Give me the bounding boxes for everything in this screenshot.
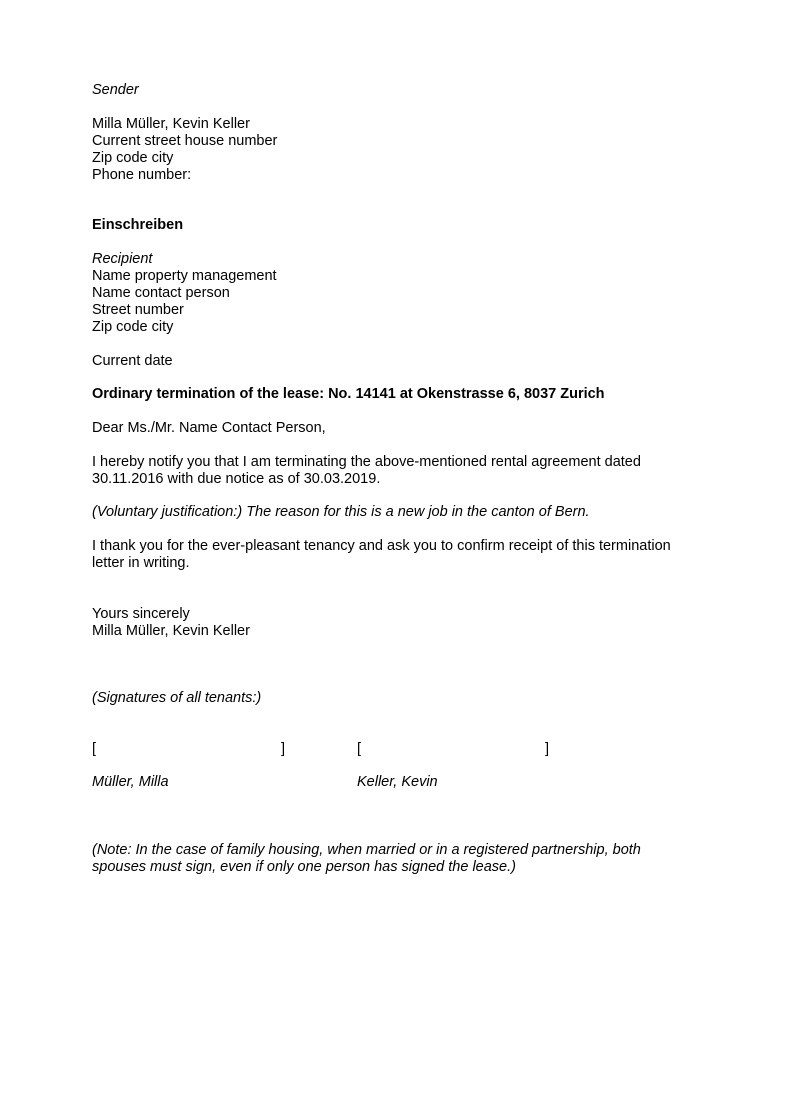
signature-field-1-open-bracket: [	[92, 741, 97, 757]
body-paragraph-3-line-2: letter in writing.	[92, 555, 190, 571]
note-line-1: (Note: In the case of family housing, when married or in a registered partnership, both	[92, 842, 641, 858]
closing-greeting: Yours sincerely	[92, 606, 190, 622]
recipient-contact: Name contact person	[92, 285, 230, 301]
justification: (Voluntary justification:) The reason for this is a new job in the canton of Bern.	[92, 504, 590, 520]
sender-label: Sender	[92, 82, 139, 98]
signature-field-2-close-bracket: ]	[545, 741, 550, 757]
registered-mail-heading: Einschreiben	[92, 217, 184, 233]
recipient-street: Street number	[92, 302, 184, 318]
note-line-2: spouses must sign, even if only one person has signed the lease.)	[92, 859, 516, 875]
recipient-label: Recipient	[92, 251, 153, 267]
letter-subject: Ordinary termination of the lease: No. 14141 at Okenstrasse 6, 8037 Zurich	[92, 386, 605, 402]
tenant-1-name: Müller, Milla	[92, 774, 169, 790]
letter-date: Current date	[92, 353, 173, 369]
body-paragraph-3-line-1: I thank you for the ever-pleasant tenancy and ask you to confirm receipt of this termination	[92, 538, 671, 554]
signatures-label: (Signatures of all tenants:)	[92, 690, 262, 706]
sender-zip-city: Zip code city	[92, 150, 174, 166]
recipient-company: Name property management	[92, 268, 277, 284]
recipient-zip-city: Zip code city	[92, 319, 174, 335]
salutation: Dear Ms./Mr. Name Contact Person,	[92, 420, 326, 436]
sender-phone: Phone number:	[92, 167, 192, 183]
signature-field-1-close-bracket: ]	[281, 741, 286, 757]
sender-names: Milla Müller, Kevin Keller	[92, 116, 250, 132]
sender-street: Current street house number	[92, 133, 278, 149]
body-paragraph-1-line-2: 30.11.2016 with due notice as of 30.03.2019.	[92, 471, 381, 487]
body-paragraph-1-line-1: I hereby notify you that I am terminating the above-mentioned rental agreement dated	[92, 454, 641, 470]
signature-field-2-open-bracket: [	[357, 741, 362, 757]
closing-names: Milla Müller, Kevin Keller	[92, 623, 250, 639]
tenant-2-name: Keller, Kevin	[357, 774, 438, 790]
